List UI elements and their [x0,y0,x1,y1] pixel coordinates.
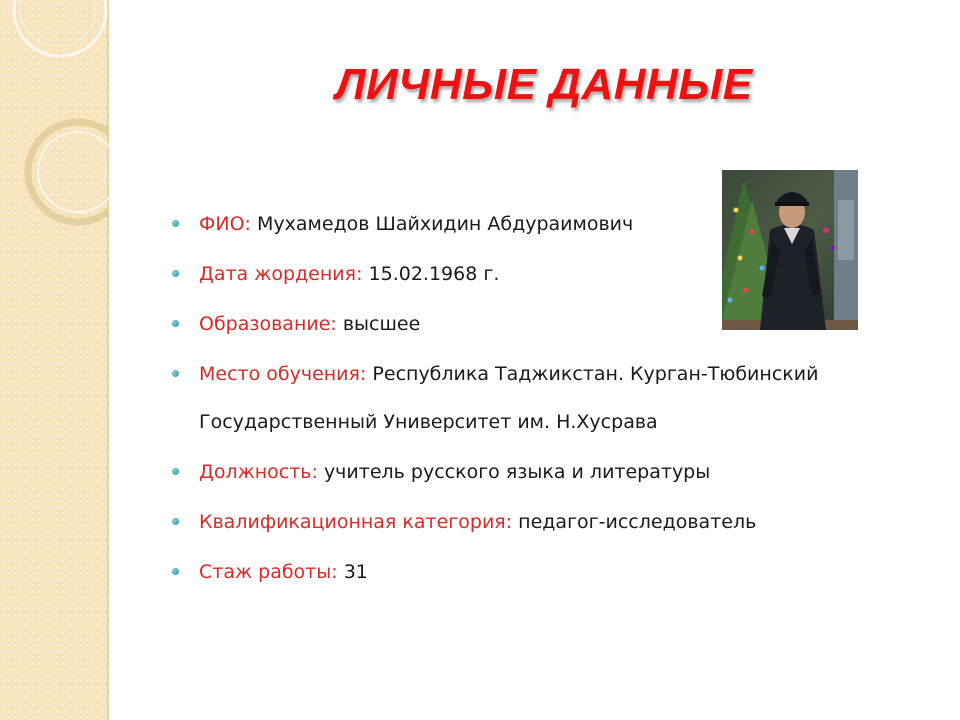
item-label: Стаж работы: [199,561,338,583]
bullet-icon [172,468,179,475]
item-value: 15.02.1968 г. [368,263,500,285]
list-item-qualification [170,498,930,546]
item-value: Республика Таджикстан. Курган-Тюбинский Государственный Университет им. Н.Хусрава [199,363,819,433]
item-label: ФИО: [199,213,251,235]
item-value: учитель русского языка и литературы [323,461,711,483]
bullet-icon [172,270,179,277]
list-item-experience [170,548,930,596]
list-item-position [170,448,930,496]
list-item-study-place [170,350,930,446]
list-item-education [170,300,930,348]
item-value: 31 [343,561,368,583]
slide-title: ЛИЧНЫЕ ДАННЫЕ [335,60,753,109]
item-value: высшее [342,313,421,335]
item-label: Квалификационная категория: [199,511,513,533]
item-label: Должность: [199,461,318,483]
list-item-fio [170,200,930,248]
item-value: Мухамедов Шайхидин Абдураимович [256,213,634,235]
item-value: педагог-исследователь [518,511,757,533]
decorative-circles [0,0,109,260]
list-item-birth-date [170,250,930,298]
bullet-icon [172,370,179,377]
personal-info-list [170,200,930,598]
bullet-icon [172,518,179,525]
item-label: Место обучения: [199,363,367,385]
item-label: Образование: [199,313,337,335]
item-label: Дата жордения: [199,263,363,285]
bullet-icon [172,220,179,227]
bullet-icon [172,568,179,575]
bullet-icon [172,320,179,327]
